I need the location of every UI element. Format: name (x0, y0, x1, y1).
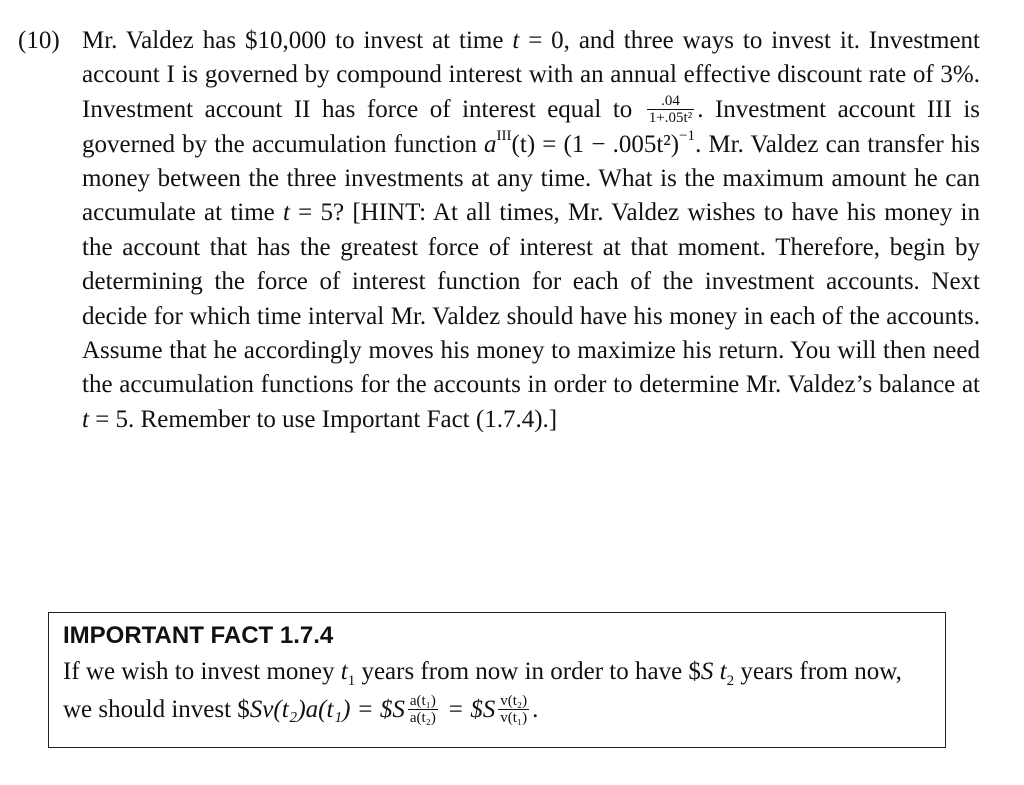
var-t: t (82, 405, 89, 433)
important-fact-box (48, 612, 946, 748)
fraction-numerator: a(t₁) (409, 692, 436, 709)
var-t: t (719, 658, 727, 685)
fraction-v (498, 693, 529, 726)
text-segment: = 5? [HINT: At all times, Mr. Valdez wishes to have his money in the account that has the greatest force of interest at that moment. Therefore, begin by determining the force of interest function for each of the investment accounts. Next decide for which time interval Mr. Valdez should have his money in each of the accounts. Assume that he accordingly moves his money to maximize his return. You will then need the accumulation functions for the accounts in order to determine Mr. Valdez’s balance at (82, 199, 981, 399)
text-segment: = 5. Remember to use Important Fact (1.7.4).] (88, 405, 558, 433)
problem-body (82, 24, 980, 437)
problem-text (82, 24, 980, 437)
fraction-numerator: v(t₂) (500, 692, 528, 709)
superscript-III: III (496, 128, 512, 145)
fraction-numerator: .04 (647, 93, 694, 110)
subscript: 2 (726, 673, 735, 689)
fraction-denominator: v(t₁) (500, 709, 528, 726)
text-segment: = 0, and three ways to invest it. Investment account I is governed by compound interest with an annual effective discount rate of 3%. Investment account II has force of interest equal to (82, 27, 980, 123)
var-t: t (512, 27, 520, 54)
text-segment: . Mr. Valdez can transfer his money between the three investments at any time. What is the maximum amount he can accumulate at time (82, 130, 981, 227)
fact-title: IMPORTANT FACT 1.7.4 (63, 622, 334, 649)
force-of-interest-fraction (647, 93, 694, 126)
text-segment: . (532, 696, 539, 723)
fraction-denominator: 1+.05t² (648, 109, 693, 126)
var-t: t (340, 658, 348, 685)
formula: = $S (440, 696, 496, 723)
exponent: −1 (679, 128, 696, 145)
problem-10 (18, 24, 980, 437)
text-segment: years from now in order to have $ (355, 658, 701, 685)
fraction-a (408, 693, 438, 726)
fact-text (63, 653, 931, 729)
problem-number: (10) (18, 27, 60, 54)
subscript: 1 (347, 673, 356, 689)
text-segment: Mr. Valdez has $10,000 to invest at time (82, 27, 513, 54)
text-segment: years from now, we should invest $ (63, 658, 902, 723)
accumulation-formula: (t) = (1 − .005t²) (511, 130, 680, 158)
accumulation-symbol: a (484, 130, 497, 158)
var-t: t (283, 199, 290, 227)
var-S: S (700, 658, 714, 685)
fraction-denominator: a(t₂) (409, 709, 436, 726)
formula: Sv(t₂)a(t₁) = $S (249, 696, 405, 723)
text-segment: . Investment account III is governed by the accumulation function (82, 95, 981, 158)
text-segment: If we wish to invest money (63, 658, 341, 685)
